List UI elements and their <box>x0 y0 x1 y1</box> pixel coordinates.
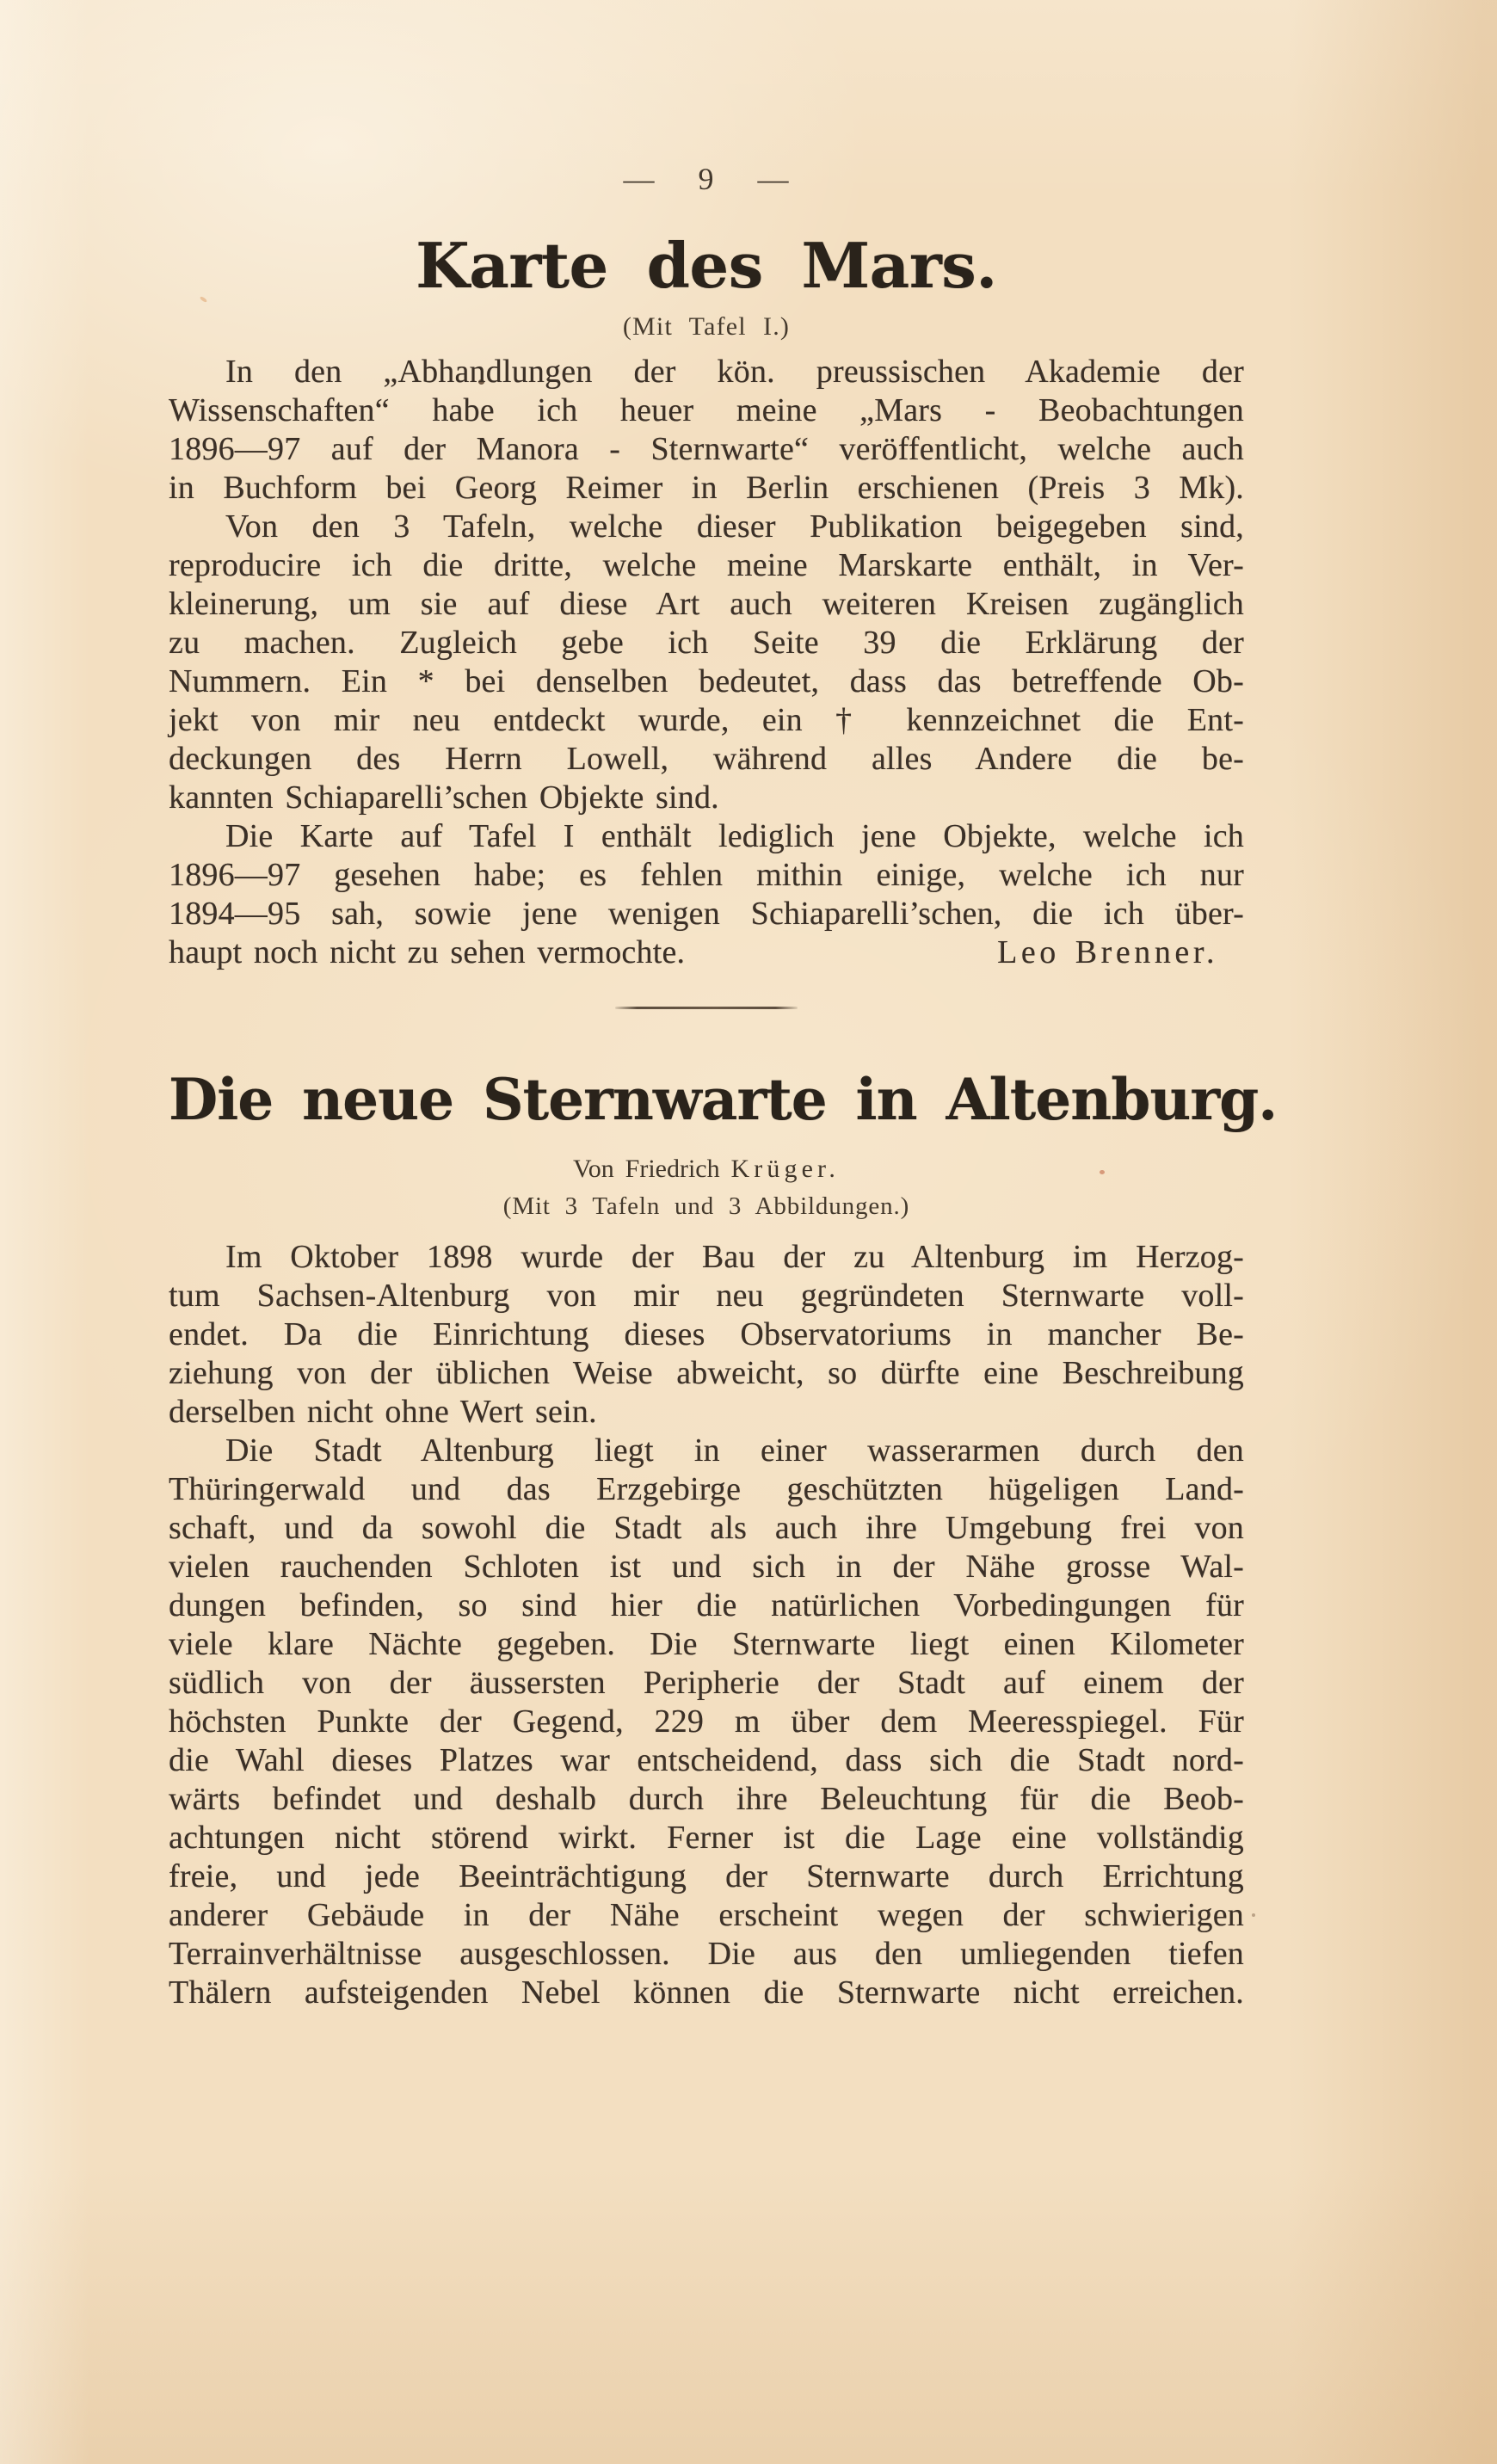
text-line: Nummern. Ein * bei denselben bedeutet, dass das betreffende Ob- <box>169 663 1244 699</box>
page-number: 9 <box>698 162 715 196</box>
page-number-dash-left: — <box>623 162 656 196</box>
page-number-row <box>169 162 1244 196</box>
byline-prefix: Von Friedrich <box>572 1155 720 1183</box>
byline-author-name: Krüger. <box>730 1155 841 1183</box>
text-line: Von den 3 Tafeln, welche dieser Publikation beigegeben sind, <box>225 508 1244 545</box>
text-line: 1896—97 auf der Manora - Sternwarte“ veröffentlicht, welche auch <box>169 431 1244 467</box>
text-line: südlich von der äussersten Peripherie der Stadt auf einem der <box>169 1665 1244 1701</box>
text-line-fragment: haupt noch nicht zu sehen vermochte. <box>169 934 686 970</box>
paragraph <box>169 817 1244 972</box>
text-line: vielen rauchenden Schloten ist und sich in der Nähe grosse Wal- <box>169 1549 1244 1585</box>
text-line: Im Oktober 1898 wurde der Bau der zu Altenburg im Herzog- <box>225 1239 1244 1275</box>
text-line: wärts befindet und deshalb durch ihre Beleuchtung für die Beob- <box>169 1781 1244 1817</box>
article-sternwarte-byline <box>169 1154 1244 1185</box>
text-line: die Wahl dieses Platzes war entscheidend, dass sich die Stadt nord- <box>169 1742 1244 1778</box>
text-line: kleinerung, um sie auf diese Art auch weiteren Kreisen zugänglich <box>169 586 1244 622</box>
article-mars-title: Karte des Mars. <box>416 229 997 302</box>
text-line: dungen befinden, so sind hier die natürlichen Vorbedingungen für <box>169 1587 1244 1623</box>
text-line: 1894—95 sah, sowie jene wenigen Schiaparelli’schen, die ich über- <box>169 896 1244 932</box>
text-line: deckungen des Herrn Lowell, während alles Andere die be- <box>169 741 1244 777</box>
text-line: jekt von mir neu entdeckt wurde, ein † kennzeichnet die Ent- <box>169 702 1244 738</box>
page-column <box>169 162 1278 2012</box>
text-line: höchsten Punkte der Gegend, 229 m über dem Meeresspiegel. Für <box>169 1703 1244 1740</box>
text-line: Die Stadt Altenburg liegt in einer wasserarmen durch den <box>225 1432 1244 1469</box>
text-line: kannten Schiaparelli’schen Objekte sind. <box>169 779 719 816</box>
paragraph <box>169 1432 1244 2012</box>
text-line <box>169 933 1244 972</box>
article-mars-body <box>169 353 1244 972</box>
text-line: achtungen nicht störend wirkt. Ferner ist die Lage eine vollständig <box>169 1820 1244 1856</box>
page-number-dash-right: — <box>757 162 790 196</box>
text-line: tum Sachsen-Altenburg von mir neu gegründeten Sternwarte voll- <box>169 1278 1244 1314</box>
text-line: endet. Da die Einrichtung dieses Observatoriums in mancher Be- <box>169 1316 1244 1352</box>
text-line: In den „Abhandlungen der kön. preussischen Akademie der <box>225 354 1244 390</box>
text-line: 1896—97 gesehen habe; es fehlen mithin einige, welche ich nur <box>169 857 1244 893</box>
text-line: derselben nicht ohne Wert sein. <box>169 1394 597 1430</box>
text-line: anderer Gebäude in der Nähe erscheint wegen der schwierigen <box>169 1897 1244 1933</box>
text-line: Wissenschaften“ habe ich heuer meine „Mars - Beobachtungen <box>169 392 1244 428</box>
text-line: viele klare Nächte gegeben. Die Sternwarte liegt einen Kilometer <box>169 1626 1244 1662</box>
author-signature: Leo Brenner. <box>997 934 1218 970</box>
article-sternwarte-body <box>169 1238 1244 2012</box>
text-line: freie, und jede Beeinträchtigung der Sternwarte durch Errichtung <box>169 1858 1244 1894</box>
text-line: reproducire ich die dritte, welche meine Marskarte enthält, in Ver- <box>169 547 1244 583</box>
text-line: Thälern aufsteigenden Nebel können die Sternwarte nicht erreichen. <box>169 1974 1244 2011</box>
text-line: in Buchform bei Georg Reimer in Berlin erschienen (Preis 3 Mk). <box>169 470 1244 506</box>
paragraph <box>169 1238 1244 1432</box>
paper-speck <box>1252 1913 1255 1917</box>
article-sternwarte-title: Die neue Sternwarte in Altenburg. <box>169 1066 1278 1133</box>
text-line: schaft, und da sowohl die Stadt als auch ihre Umgebung frei von <box>169 1510 1244 1546</box>
paragraph <box>169 353 1244 508</box>
text-line: zu machen. Zugleich gebe ich Seite 39 die Erklärung der <box>169 625 1244 661</box>
text-line: Thüringerwald und das Erzgebirge geschützten hügeligen Land- <box>169 1471 1244 1507</box>
article-sternwarte-subtitle: (Mit 3 Tafeln und 3 Abbildungen.) <box>502 1192 910 1220</box>
paragraph <box>169 508 1244 817</box>
text-line: Die Karte auf Tafel I enthält lediglich jene Objekte, welche ich <box>225 818 1244 854</box>
section-divider <box>615 1007 798 1009</box>
text-line: ziehung von der üblichen Weise abweicht, so dürfte eine Beschreibung <box>169 1355 1244 1391</box>
article-mars-subtitle: (Mit Tafel I.) <box>622 312 791 341</box>
scanned-page <box>0 162 1497 2464</box>
text-line: Terrainverhältnisse ausgeschlossen. Die aus den umliegenden tiefen <box>169 1936 1244 1972</box>
